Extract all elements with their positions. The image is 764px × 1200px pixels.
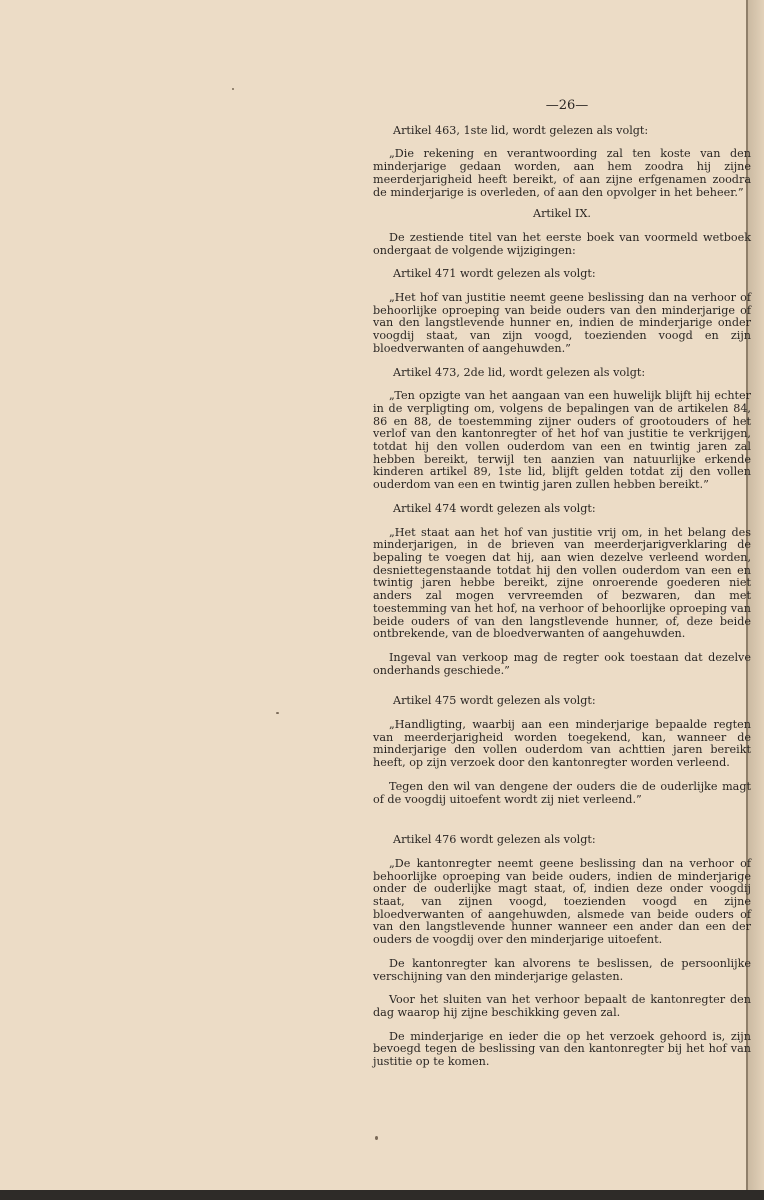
quoted-paragraph: „De kantonregter neemt geene beslissing dan na verhoor of behoorlijke oproeping van beide ouders, indien de minderjarige onder de ouderlijke magt staat, of, indien deze onder voogdij staat, van zijnen voogd, toezienden voogd en zijne bloedverwanten of aangehuwden, alsmede van beide ouders of van den langstlevende hunner wanneer een ander dan een der ouders de voogdij over den minderjarige uitoefent. [373, 856, 751, 947]
article-heading: Artikel 463, 1ste lid, wordt gelezen als volgt: [393, 123, 649, 137]
quoted-paragraph: „Die rekening en verantwoording zal ten koste van den minderjarige gedaan worden, aan hem zoodra hij zijne meerderjarigheid heeft bereikt, of aan zijne erfgenamen zoodra de minderjarige is overleden, of aan den opvolger in het beheer.” [373, 147, 751, 199]
article-heading: Artikel 473, 2de lid, wordt gelezen als volgt: [393, 365, 646, 379]
paragraph: De kantonregter kan alvorens te beslissen, de persoonlijke verschijning van den minderjarige gelasten. [373, 956, 751, 983]
paragraph: De zestiende titel van het eerste boek van voormeld wetboek ondergaat de volgende wijzigingen: [373, 230, 751, 257]
scan-border [0, 1190, 764, 1200]
paragraph: Voor het sluiten van het verhoor bepaalt de kantonregter den dag waarop hij zijne beschikking geven zal. [373, 993, 751, 1019]
quoted-paragraph: „Het staat aan het hof van justitie vrij om, in het belang des minderjarigen, in de brieven van meerderjarigverklaring de bepaling te voegen dat hij, aan wien dezelve verleend worden, desniettegenstaande totdat hij den vollen ouderdom van een en twintig jaren hebbe bereikt, zijne onroerende goederen niet anders zal mogen vervreemden of bezwaren, dan met toestemming van het hof, na verhoor of behoorlijke oproeping van beide ouders of van den langstlevende hunner, of, deze beide ontbrekende, van de bloedverwanten of aangehuwden. [373, 525, 751, 641]
article-heading: Artikel 476 wordt gelezen als volgt: [393, 833, 596, 847]
paragraph: Tegen den wil van dengene der ouders die de ouderlijke magt of de voogdij uitoefent wordt zij niet verleend.” [373, 779, 751, 806]
page-number: —26— [545, 98, 589, 113]
paragraph: De minderjarige en ieder die op het verzoek gehoord is, zijn bevoegd tegen de beslissing van den kantonregter bij het hof van justitie op te komen. [373, 1029, 751, 1069]
quoted-paragraph: „Het hof van justitie neemt geene beslissing dan na verhoor of behoorlijke oproeping van beide ouders van den minderjarige of van den langstlevende hunner en, indien de minderjarige onder voogdij staat, van zijn voogd, toezienden voogd en zijn bloedverwanten of aangehuwden.” [373, 291, 751, 355]
quoted-paragraph: „Ten opzigte van het aangaan van een huwelijk blijft hij echter in de verpligting om, volgens de bepalingen van de artikelen 84, 86 en 88, de toestemming zijner ouders of grootouders of het verlof van den kantonregter of het hof van justitie te verkrijgen, totdat hij den vollen ouderdom van een en twintig jaren zal hebben bereikt, terwijl ten aanzien van natuurlijke erkende kinderen artikel 89, 1ste lid, blijft gelden totdat zij den vollen ouderdom van een en twintig jaren zullen hebben bereikt.” [373, 389, 751, 492]
article-heading: Artikel 475 wordt gelezen als volgt: [393, 694, 596, 708]
quoted-paragraph: „Handligting, waarbij aan een minderjarige bepaalde regten van meerderjarigheid worden toegekend, kan, wanneer de minderjarige den vollen ouderdom van achttien jaren bereikt heeft, op zijn verzoek door den kantonregter worden verleend. [373, 718, 751, 770]
paper-speck [232, 88, 234, 90]
section-heading: Artikel IX. [533, 207, 591, 221]
paper-speck [375, 1136, 378, 1140]
paper-speck [276, 712, 279, 714]
text-column [373, 100, 751, 1069]
paragraph: Ingeval van verkoop mag de regter ook toestaan dat dezelve onderhands geschiede.” [373, 650, 751, 677]
article-heading: Artikel 471 wordt gelezen als volgt: [393, 267, 596, 281]
article-heading: Artikel 474 wordt gelezen als volgt: [393, 501, 596, 515]
